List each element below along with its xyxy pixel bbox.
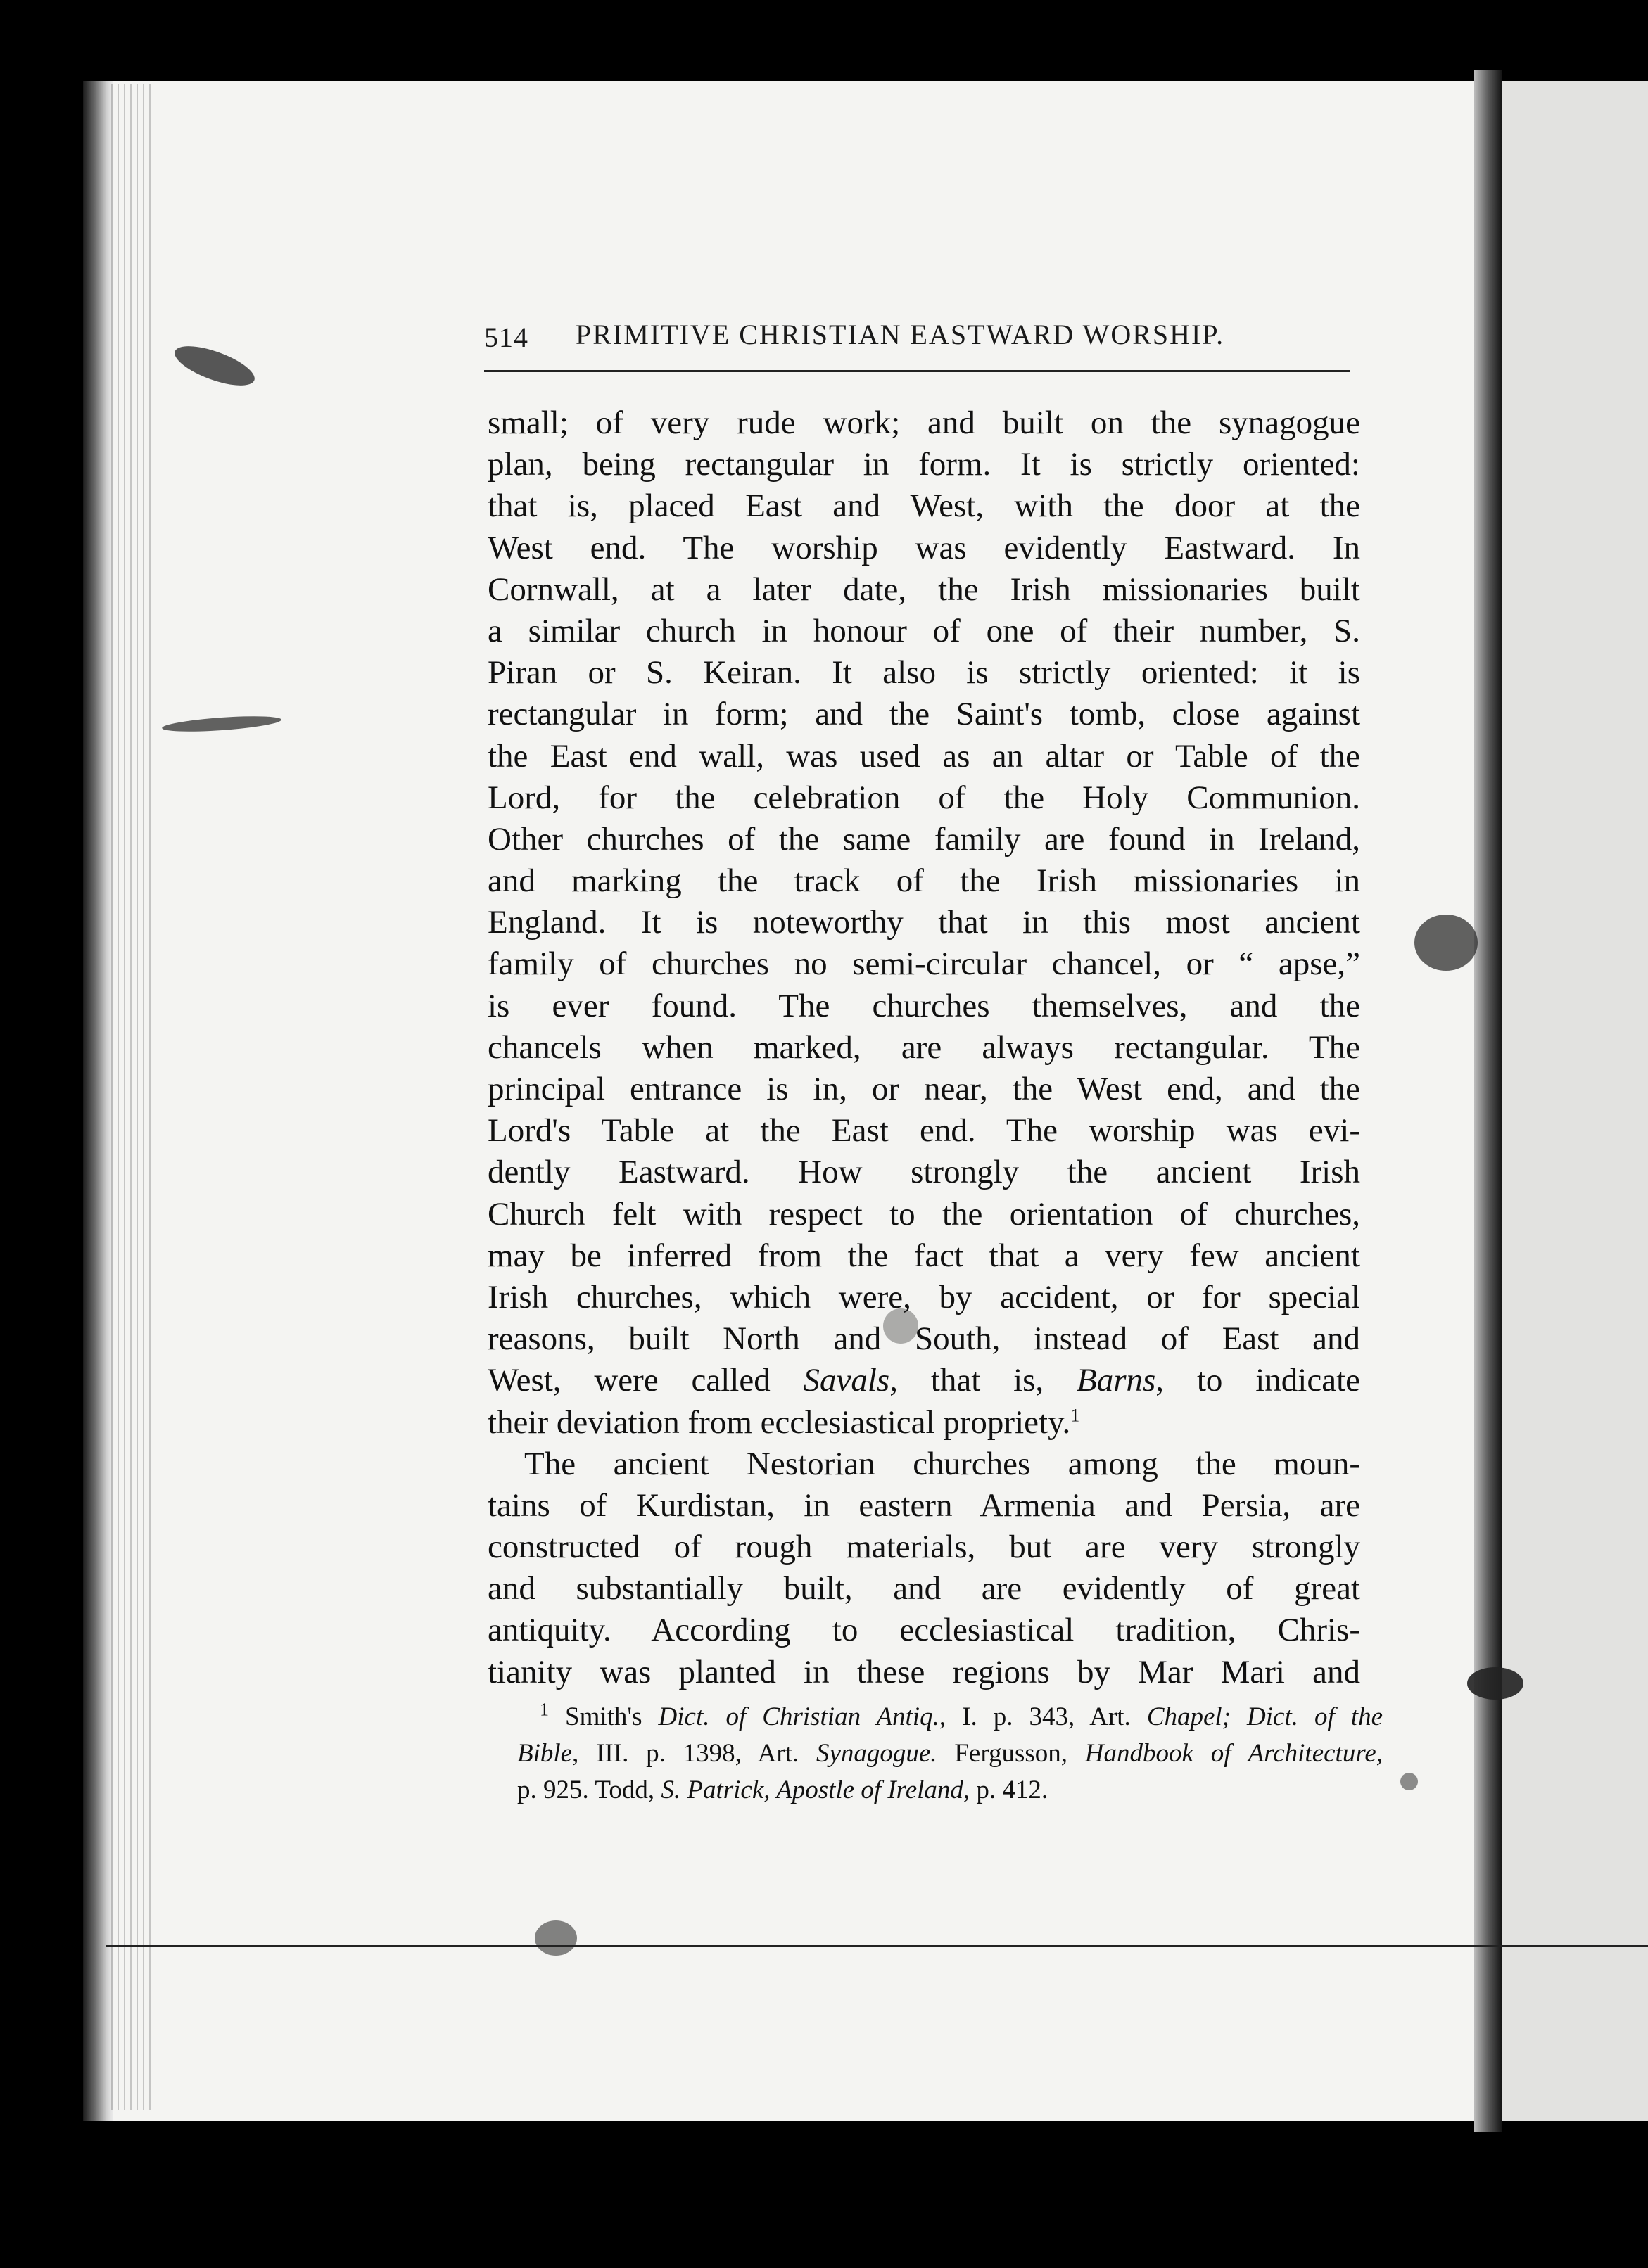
ink-blot: [1414, 915, 1478, 971]
text-line: dently Eastward. How strongly the ancient Irish: [488, 1154, 1360, 1191]
italic-term: Barns: [1077, 1362, 1156, 1399]
text-line: Lord's Table at the East end. The worship was evi-: [488, 1112, 1360, 1149]
text-line: tains of Kurdistan, in eastern Armenia and Persia, are: [488, 1486, 1360, 1524]
ink-blot: [1467, 1667, 1523, 1700]
page-gutter-shadow: [83, 81, 113, 2121]
text-line: antiquity. According to ecclesiastical tradition, Chris-: [488, 1612, 1360, 1649]
footnote-segment: Synagogue.: [816, 1739, 937, 1768]
text-line: rectangular in form; and the Saint's tomb, close against: [488, 696, 1360, 733]
text-line: Other churches of the same family are found in Ireland,: [488, 820, 1360, 858]
footnote-line: [517, 1772, 1383, 1809]
footnote-segment: S. Patrick, Apostle of Ireland: [661, 1776, 963, 1804]
text-line: chancels when marked, are always rectangular. The: [488, 1028, 1360, 1066]
text-line: that is, placed East and West, with the door at the: [488, 488, 1360, 525]
page-header: [484, 315, 1357, 362]
text-line: Cornwall, at a later date, the Irish missionaries built: [488, 571, 1360, 608]
footnote-segment: Dict. of Christian Antiq.: [658, 1702, 939, 1731]
footnote-segment: p. 925. Todd,: [517, 1776, 661, 1804]
text-line: [488, 1360, 1360, 1401]
footnote-line: [517, 1735, 1383, 1772]
text-line: the East end wall, was used as an altar or Table of the: [488, 737, 1360, 775]
text-line: [488, 1402, 1360, 1444]
text-segment: , to indicate: [1155, 1362, 1360, 1399]
text-line: Piran or S. Keiran. It also is strictly oriented: it is: [488, 654, 1360, 692]
text-line: plan, being rectangular in form. It is strictly oriented:: [488, 446, 1360, 483]
text-line: small; of very rude work; and built on the synagogue: [488, 404, 1360, 441]
footnote-segment: , III. p. 1398, Art.: [572, 1739, 816, 1768]
footnote-reference: 1: [1070, 1404, 1080, 1425]
running-head: PRIMITIVE CHRISTIAN EASTWARD WORSHIP.: [576, 319, 1225, 350]
header-rule: [484, 370, 1350, 372]
page-number: 514: [484, 321, 528, 353]
text-line: England. It is noteworthy that in this most ancient: [488, 904, 1360, 941]
footnote-segment: Bible: [517, 1739, 573, 1768]
text-line: reasons, built North and South, instead of East and: [488, 1320, 1360, 1358]
ink-blot: [1400, 1773, 1418, 1790]
text-line: tianity was planted in these regions by Mar Mari and: [488, 1653, 1360, 1690]
footnote-segment: , p. 412.: [963, 1776, 1048, 1804]
footnote-line: [517, 1699, 1383, 1735]
text-line: family of churches no semi-circular chancel, or “ apse,”: [488, 945, 1360, 983]
scan-artifact-line: [106, 1945, 1648, 1947]
page-fold-shadow: [1474, 70, 1502, 2132]
italic-term: Savals: [803, 1362, 890, 1399]
text-line: Lord, for the celebration of the Holy Communion.: [488, 779, 1360, 816]
text-line: Irish churches, which were, by accident, or for special: [488, 1278, 1360, 1315]
footnote-segment: Smith's: [549, 1702, 659, 1731]
footnote-segment: Chapel; Dict. of the: [1146, 1702, 1383, 1731]
text-line: and substantially built, and are evidently of great: [488, 1570, 1360, 1607]
text-line: West end. The worship was evidently Eastward. In: [488, 529, 1360, 566]
text-line: is ever found. The churches themselves, and the: [488, 987, 1360, 1024]
text-line: Church felt with respect to the orientation of churches,: [488, 1195, 1360, 1232]
text-segment: , that is,: [889, 1362, 1077, 1399]
footnote-segment: Fergusson,: [937, 1739, 1085, 1768]
text-line: constructed of rough materials, but are very strongly: [488, 1529, 1360, 1566]
adjacent-page-edge: [1502, 81, 1648, 2121]
body-text: [488, 402, 1360, 1693]
footnote-segment: Handbook of Architecture,: [1084, 1739, 1383, 1768]
text-line: may be inferred from the fact that a very few ancient: [488, 1237, 1360, 1274]
ink-blot: [535, 1920, 577, 1956]
scan-left-border: [0, 0, 83, 2268]
footnote-number: 1: [540, 1699, 549, 1720]
text-segment: their deviation from ecclesiastical propriety.: [488, 1403, 1071, 1441]
text-line: and marking the track of the Irish missionaries in: [488, 862, 1360, 900]
footnote-segment: , I. p. 343, Art.: [939, 1702, 1147, 1731]
text-line: principal entrance is in, or near, the West end, and the: [488, 1071, 1360, 1107]
text-line: a similar church in honour of one of their number, S.: [488, 612, 1360, 649]
page-edge-striations: [111, 84, 153, 2110]
text-line: The ancient Nestorian churches among the moun-: [524, 1445, 1360, 1482]
text-segment: West, were called: [488, 1362, 804, 1399]
footnote: [517, 1699, 1383, 1809]
